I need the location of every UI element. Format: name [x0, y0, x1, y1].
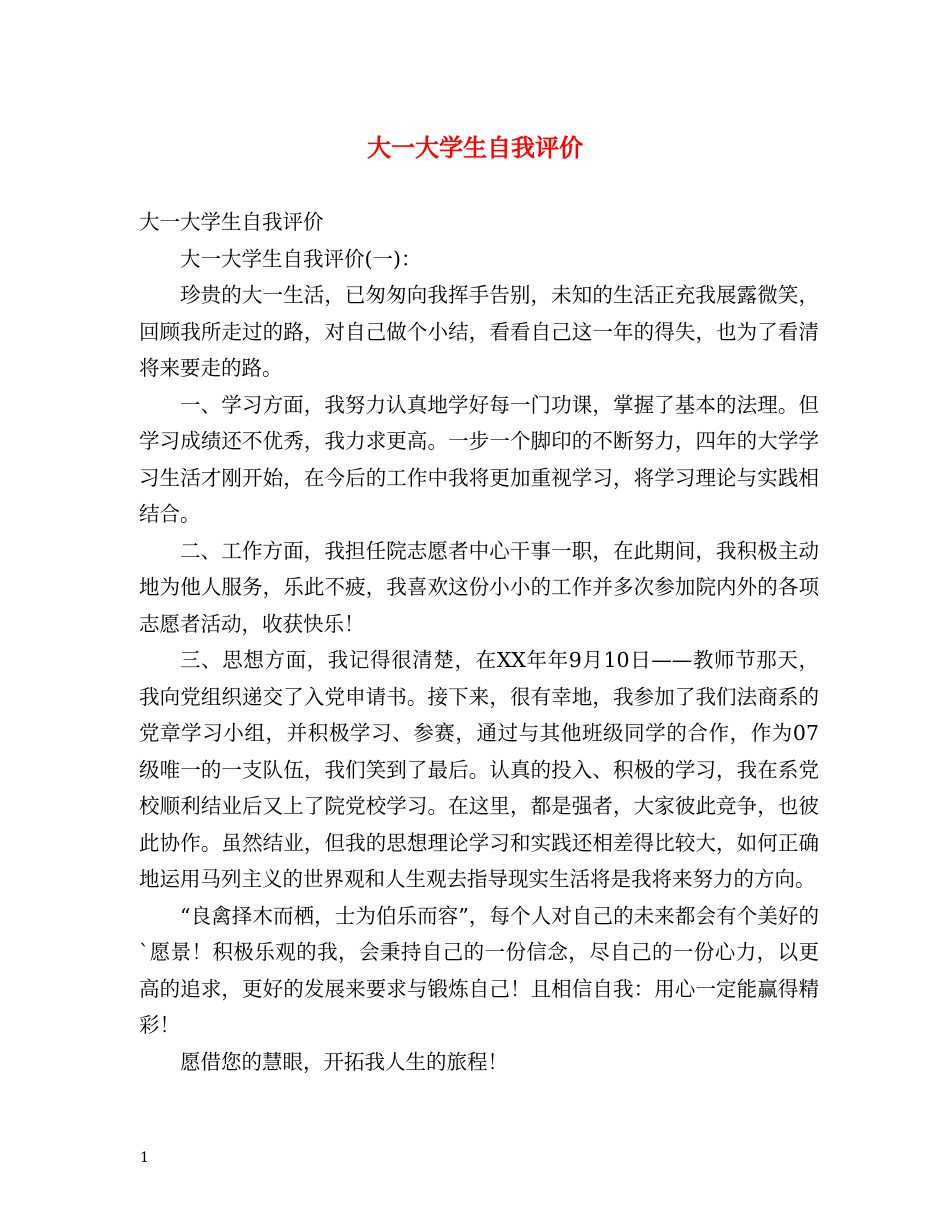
paragraph-thought: 三、思想方面，我记得很清楚，在XX年年9月10日——教师节那天，我向党组织递交了入党申请书。接下来，很有幸地，我参加了我们法商系的党章学习小组，并积极学习、参赛，通过与其他班级同学的合作，作为07级唯一的一支队伍，我们笑到了最后。认真的投入、积极的学习，我在系党校顺利结业后又上了院党校学习。在这里，都是强者，大家彼此竞争，也彼此协作。虽然结业，但我的思想理论学习和实践还相差得比较大，如何正确地运用马列主义的世界观和人生观去指导现实生活将是我将来努力的方向。: [139, 648, 819, 891]
document-body: [139, 204, 819, 1080]
page-number: 1: [140, 1150, 149, 1166]
paragraph-closing: 愿借您的慧眼，开拓我人生的旅程！: [180, 1049, 508, 1074]
section-subheading: 大一大学生自我评价(一)：: [180, 246, 422, 271]
paragraph-work: 二、工作方面，我担任院志愿者中心干事一职，在此期间，我积极主动地为他人服务，乐此不疲，我喜欢这份小小的工作并多次参加院内外的各项志愿者活动，收获快乐！: [139, 538, 819, 636]
paragraph-study: 一、学习方面，我努力认真地学好每一门功课，掌握了基本的法理。但学习成绩还不优秀，我力求更高。一步一个脚印的不断努力，四年的大学学习生活才刚开始，在今后的工作中我将更加重视学习，将学习理论与实践相结合。: [139, 392, 819, 526]
paragraph-aspiration: “良禽择木而栖，士为伯乐而容”，每个人对自己的未来都会有个美好的`愿景！积极乐观的我，会秉持自己的一份信念，尽自己的一份心力，以更高的追求，更好的发展来要求与锻炼自己！且相信自我：用心一定能赢得精彩！: [139, 903, 819, 1037]
paragraph-intro: 珍贵的大一生活，已匆匆向我挥手告别，未知的生活正充我展露微笑，回顾我所走过的路，对自己做个小结，看看自己这一年的得失，也为了看清将来要走的路。: [139, 283, 819, 380]
document-title: 大一大学生自我评价: [367, 133, 583, 162]
section-heading: 大一大学生自我评价: [139, 210, 324, 234]
